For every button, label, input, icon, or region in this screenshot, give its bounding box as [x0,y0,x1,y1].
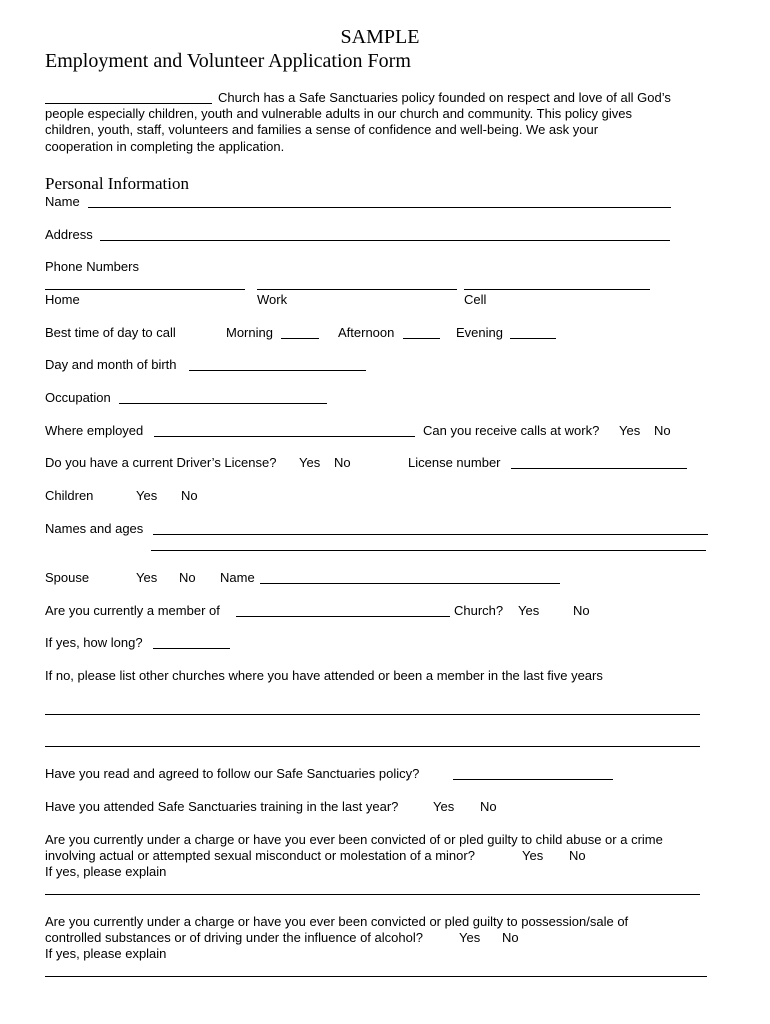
member-yes[interactable]: Yes [518,603,540,618]
names-ages-label: Names and ages [45,521,144,536]
spouse-yes[interactable]: Yes [136,570,158,585]
member-church-field[interactable] [236,616,450,617]
charge2-question-line-2: controlled substances or of driving under the influence of alcohol? [45,930,423,945]
calls-at-work-label: Can you receive calls at work? [423,423,600,438]
other-churches-label: If no, please list other churches where you have attended or been a member in the last five years [45,668,603,683]
drivers-license-label: Do you have a current Driver’s License? [45,455,277,470]
cell-label: Cell [464,292,487,307]
how-long-label: If yes, how long? [45,635,143,650]
children-no[interactable]: No [181,488,198,503]
children-yes[interactable]: Yes [136,488,158,503]
training-no[interactable]: No [480,799,497,814]
cell-phone-field[interactable] [464,289,650,290]
other-churches-field-1[interactable] [45,714,700,715]
home-label: Home [45,292,80,307]
other-churches-field-2[interactable] [45,746,700,747]
charge2-no[interactable]: No [502,930,519,945]
address-field[interactable] [100,240,670,241]
how-long-field[interactable] [153,648,230,649]
page-title: SAMPLE [340,26,420,48]
birth-field[interactable] [189,370,366,371]
best-time-label: Best time of day to call [45,325,176,340]
charge2-yes[interactable]: Yes [459,930,481,945]
member-no[interactable]: No [573,603,590,618]
spouse-name-field[interactable] [260,583,560,584]
charge1-no[interactable]: No [569,848,586,863]
intro-line-1: Church has a Safe Sanctuaries policy founded on respect and love of all God’s [218,90,671,105]
charge1-yes[interactable]: Yes [522,848,544,863]
occupation-label: Occupation [45,390,111,405]
name-field[interactable] [88,207,671,208]
read-policy-label: Have you read and agreed to follow our Safe Sanctuaries policy? [45,766,420,781]
evening-field[interactable] [510,338,556,339]
work-phone-field[interactable] [257,289,457,290]
member-of-label: Are you currently a member of [45,603,220,618]
names-ages-field-2[interactable] [151,550,706,551]
read-policy-field[interactable] [453,779,613,780]
charge1-question-line-2: involving actual or attempted sexual misconduct or molestation of a minor? [45,848,475,863]
spouse-name-label: Name [220,570,255,585]
intro-line-3: children, youth, staff, volunteers and families a sense of confidence and well-being. We ask your [45,122,599,137]
license-number-label: License number [408,455,501,470]
drivers-license-yes[interactable]: Yes [299,455,321,470]
calls-at-work-no[interactable]: No [654,423,671,438]
training-label: Have you attended Safe Sanctuaries training in the last year? [45,799,399,814]
name-label: Name [45,194,80,209]
drivers-license-no[interactable]: No [334,455,351,470]
children-label: Children [45,488,94,503]
intro-line-4: cooperation in completing the application. [45,139,285,154]
home-phone-field[interactable] [45,289,245,290]
charge2-question-line-1: Are you currently under a charge or have you ever been convicted or pled guilty to possession/sale of [45,914,629,929]
afternoon-field[interactable] [403,338,440,339]
morning-field[interactable] [281,338,319,339]
explain1-field[interactable] [45,894,700,895]
work-label: Work [257,292,288,307]
intro-line-2: people especially children, youth and vulnerable adults in our church and community. This policy gives [45,106,633,121]
spouse-no[interactable]: No [179,570,196,585]
where-employed-label: Where employed [45,423,144,438]
morning-label: Morning [226,325,273,340]
training-yes[interactable]: Yes [433,799,455,814]
afternoon-label: Afternoon [338,325,395,340]
calls-at-work-yes[interactable]: Yes [619,423,641,438]
birth-label: Day and month of birth [45,357,177,372]
section-title: Personal Information [45,174,189,193]
phone-numbers-label: Phone Numbers [45,259,139,274]
address-label: Address [45,227,93,242]
explain2-field[interactable] [45,976,707,977]
explain1-label: If yes, please explain [45,864,167,879]
names-ages-field-1[interactable] [153,534,708,535]
church-label: Church? [454,603,504,618]
spouse-label: Spouse [45,570,90,585]
explain2-label: If yes, please explain [45,946,167,961]
church-name-field[interactable] [45,103,212,104]
license-number-field[interactable] [511,468,687,469]
charge1-question-line-1: Are you currently under a charge or have you ever been convicted of or pled guilty to child abuse or a crime [45,832,663,847]
where-employed-field[interactable] [154,436,415,437]
evening-label: Evening [456,325,503,340]
form-title: Employment and Volunteer Application Form [45,50,411,72]
occupation-field[interactable] [119,403,327,404]
